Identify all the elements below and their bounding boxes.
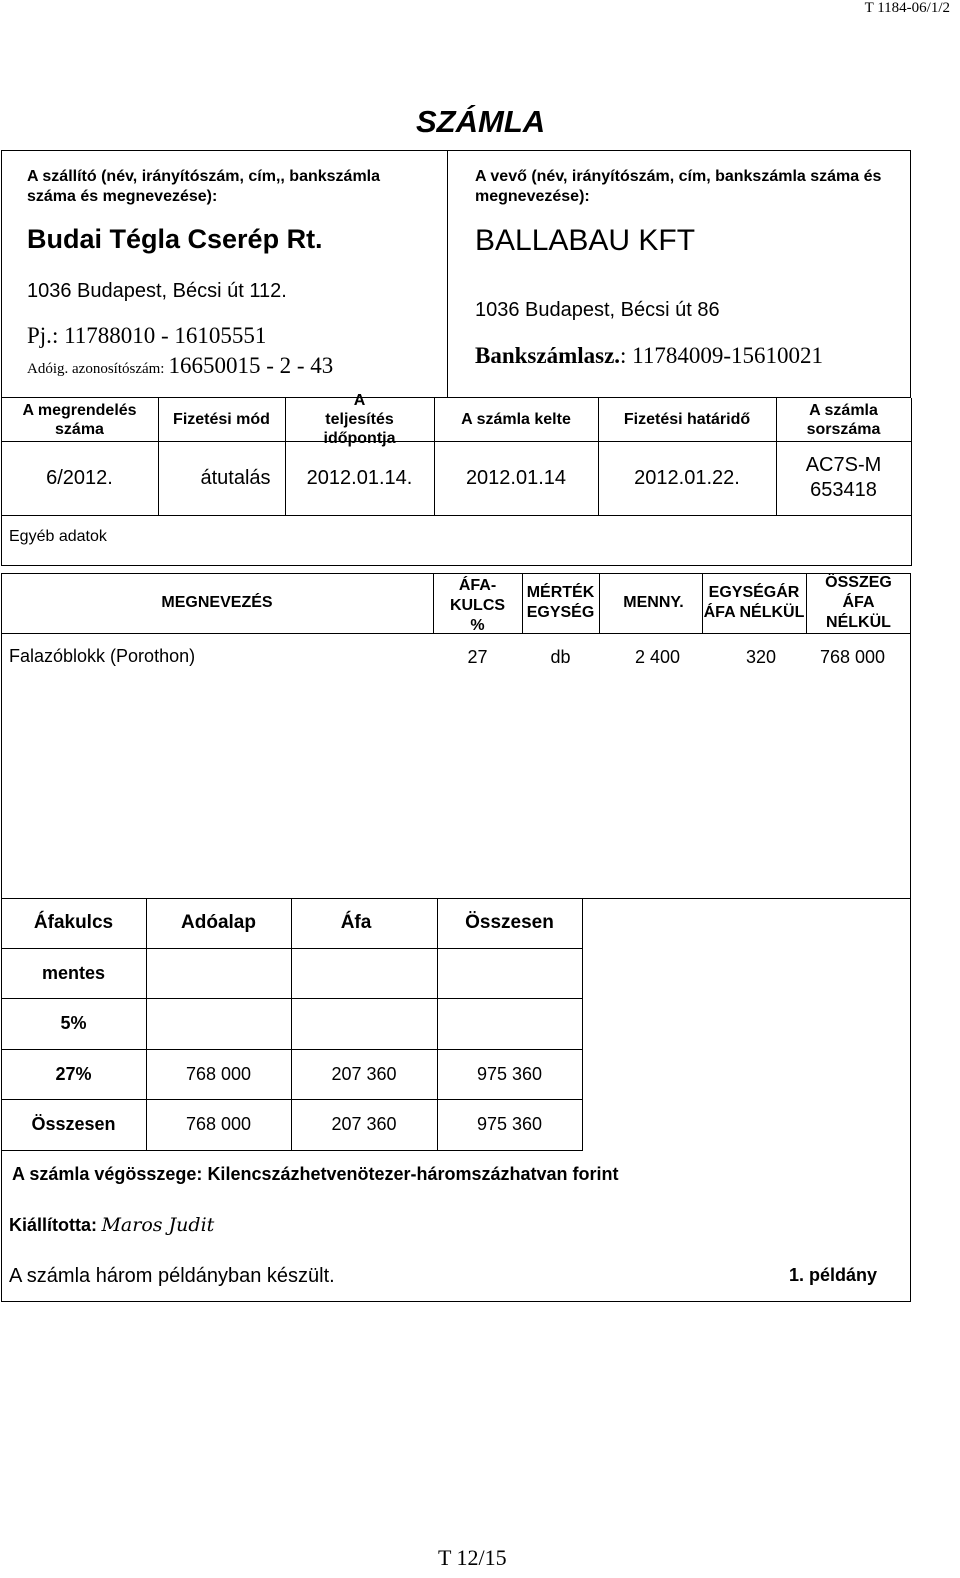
- issuer: [9, 1214, 214, 1236]
- issuer-label: Kiállította:: [9, 1215, 97, 1235]
- invoice-title: SZÁMLA: [416, 104, 546, 139]
- vat-row-5: 5%: [60, 1013, 87, 1033]
- vat-row-sum-total: 975 360: [476, 1114, 543, 1134]
- vat-row-exempt: mentes: [41, 962, 106, 983]
- copies-note: A számla három példányban készült.: [9, 1265, 335, 1287]
- other-bottom-line: [1, 565, 911, 566]
- copy-number: 1. példány: [789, 1265, 878, 1285]
- supplier-tax-value: 16650015 - 2 - 43: [168, 353, 334, 378]
- vat-row-27-base: 768 000: [185, 1063, 252, 1084]
- table-row-item-unit: db: [550, 646, 571, 667]
- vat-header-total: Összesen: [465, 912, 554, 933]
- meta-header-order: A megrendelés száma: [22, 401, 137, 438]
- vat-row-sum-vat: 207 360: [331, 1114, 397, 1134]
- items-header-quantity: MENNY.: [623, 594, 684, 611]
- supplier-tax: [27, 353, 333, 379]
- buyer-label: A vevő (név, irányítószám, cím, bankszámla száma és megnevezése):: [475, 168, 882, 205]
- other-top-line: [1, 515, 911, 516]
- supplier-pj-label: Pj.: [27, 323, 52, 348]
- items-header-name: MEGNEVEZÉS: [161, 594, 273, 611]
- meta-header-due-date: Fizetési határidő: [623, 410, 751, 428]
- vat-row-27-vat: 207 360: [331, 1063, 397, 1084]
- total-label: A számla végösszege:: [12, 1164, 203, 1184]
- table-row-item-amount: 768 000: [819, 646, 886, 667]
- items-header-unit: MÉRTÉK EGYSÉG: [526, 584, 595, 621]
- supplier-pj-value: : 11788010 - 16105551: [51, 323, 267, 348]
- supplier-label: A szállító (név, irányítószám, cím,, bankszámla száma és megnevezése):: [27, 168, 381, 205]
- vat-row-27-total: 975 360: [476, 1063, 543, 1084]
- meta-right-border: [911, 398, 912, 566]
- items-header-unit-price: EGYSÉGÁR ÁFA NÉLKÜL: [703, 584, 805, 621]
- vat-line-5: [1, 1150, 583, 1151]
- supplier-tax-label: Adóig. azonosítószám:: [27, 361, 165, 377]
- buyer-bank: [475, 343, 823, 369]
- buyer-bank-label: Bankszámlasz.: [475, 343, 621, 368]
- meta-header-serial: A számla sorszáma: [806, 401, 881, 438]
- vat-row-sum-base: 768 000: [185, 1114, 252, 1134]
- document-code-top: T 1184-06/1/2: [864, 0, 950, 16]
- total-text: Kilencszázhetvenötezer-háromszázhatvan forint: [207, 1164, 619, 1184]
- meta-payment-method: átutalás: [200, 466, 271, 489]
- table-row-item-unit-price: 320: [745, 646, 777, 667]
- meta-header-fulfillment-date: A teljesítés időpontja: [323, 392, 396, 447]
- vat-col-line-4: [582, 898, 583, 1150]
- meta-order-number: 6/2012.: [46, 466, 113, 489]
- meta-fulfillment-date: 2012.01.14.: [306, 466, 413, 489]
- document-code-bottom: T 12/15: [438, 1545, 507, 1570]
- vat-header-vat: Áfa: [340, 912, 372, 933]
- supplier-address: 1036 Budapest, Bécsi út 112.: [27, 280, 287, 302]
- vat-row-27-rate: 27%: [55, 1063, 92, 1084]
- vat-header-rate: Áfakulcs: [33, 912, 114, 933]
- buyer-bank-value: : 11784009-15610021: [620, 343, 823, 368]
- table-row-item-name: Falazóblokk (Porothon): [9, 646, 196, 666]
- meta-header-payment-method: Fizetési mód: [173, 410, 270, 428]
- items-header-vat-rate: ÁFA-KULCS %: [449, 577, 506, 634]
- buyer-name: BALLABAU KFT: [475, 224, 696, 257]
- items-header-amount: ÖSSZEG ÁFA NÉLKÜL: [825, 574, 892, 631]
- other-data-label: Egyéb adatok: [9, 528, 107, 545]
- issuer-signature: Maros Judit: [101, 1214, 215, 1236]
- table-row-item-vat: 27: [467, 646, 488, 667]
- vat-row-sum-label: Összesen: [31, 1114, 116, 1134]
- meta-invoice-date: 2012.01.14: [465, 466, 567, 489]
- meta-due-date: 2012.01.22.: [634, 466, 740, 489]
- meta-header-invoice-date: A számla kelte: [461, 410, 571, 428]
- table-row-item-quantity: 2 400: [634, 646, 681, 667]
- supplier-name: Budai Tégla Cserép Rt.: [27, 224, 323, 254]
- total-in-words: [12, 1164, 619, 1185]
- vat-header-base: Adóalap: [181, 912, 256, 933]
- meta-serial-number: AC7S-M 653418: [805, 454, 882, 501]
- buyer-address: 1036 Budapest, Bécsi út 86: [475, 299, 720, 321]
- parties-divider: [447, 150, 448, 398]
- supplier-pj: [27, 323, 266, 349]
